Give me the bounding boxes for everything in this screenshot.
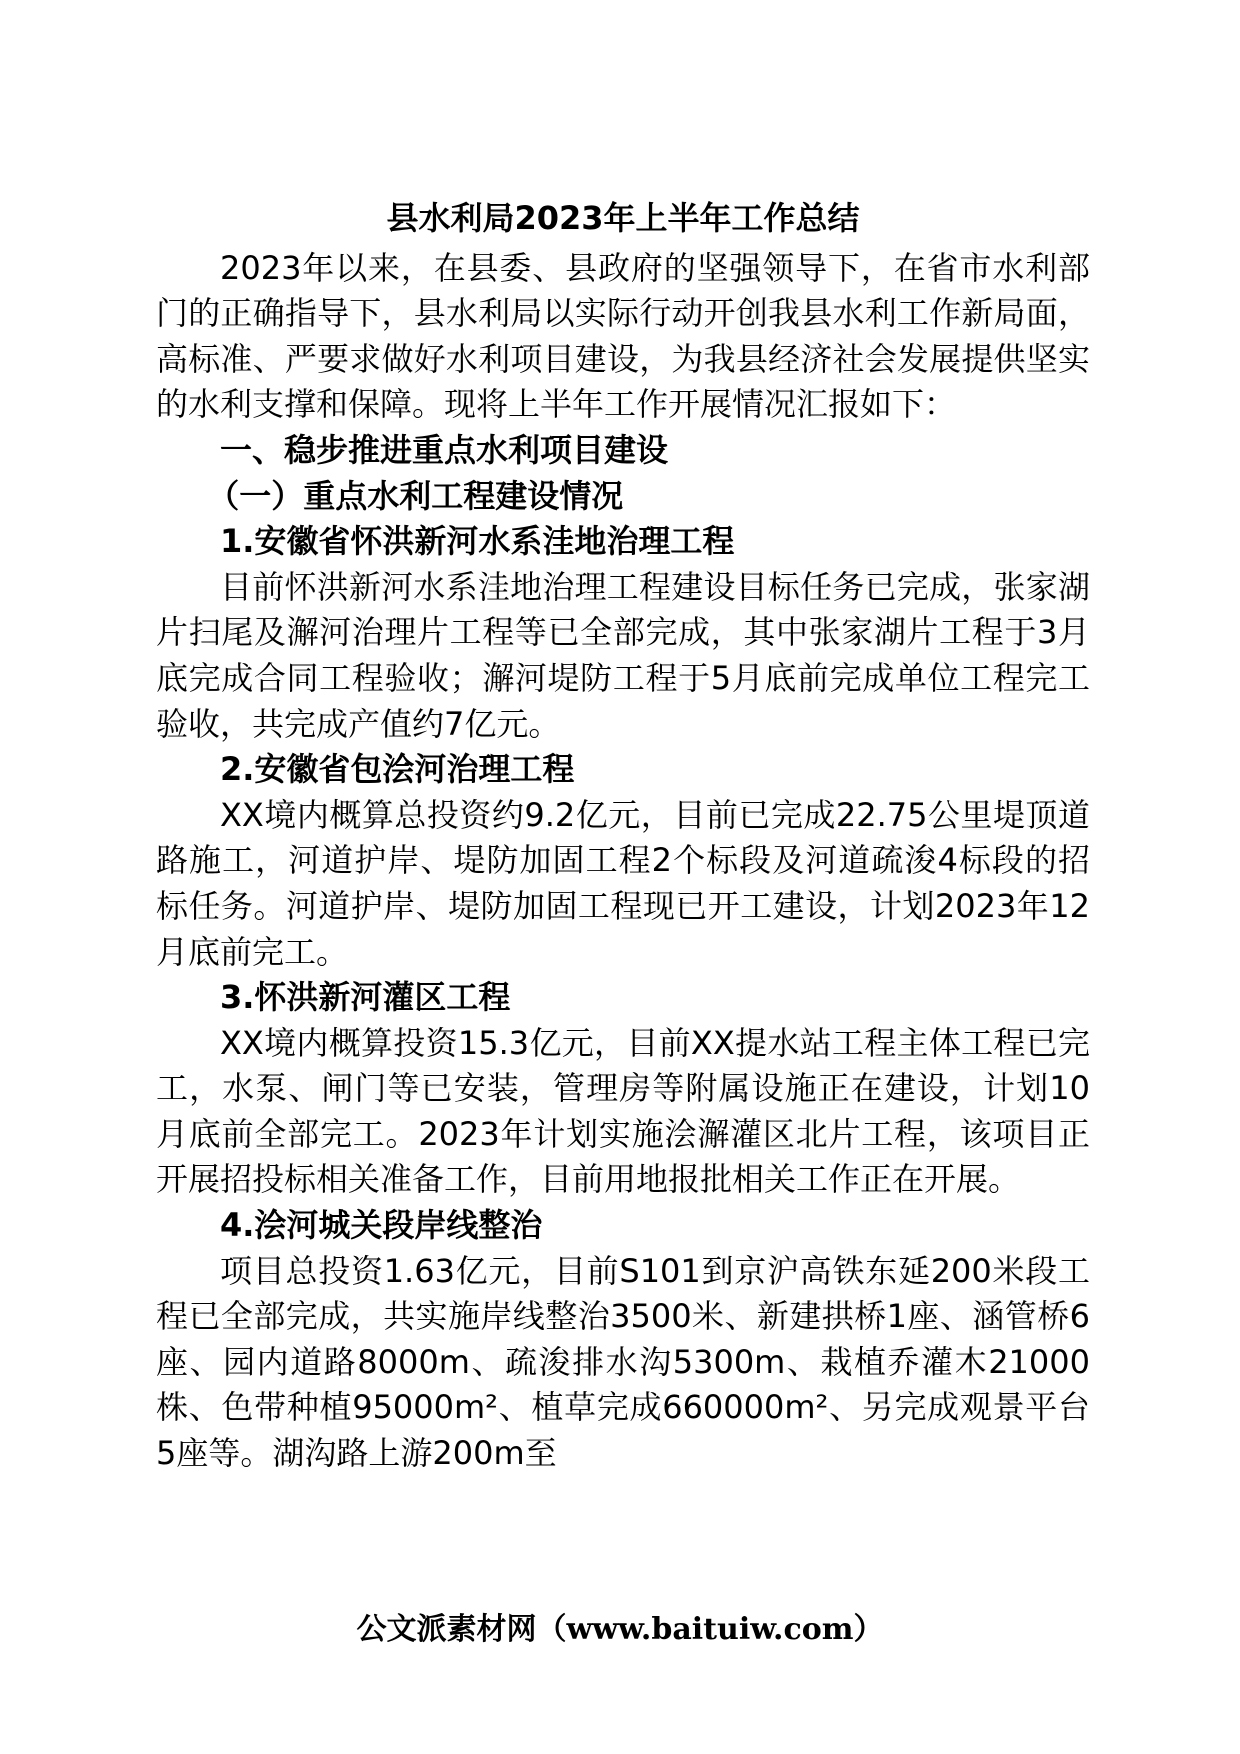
item-paragraph: 项目总投资1.63亿元，目前S101到京沪高铁东延200米段工程已全部完成，共实施岸线整治3500米、新建拱桥1座、涵管桥6座、园内道路8000m、疏浚排水沟5300m、栽植乔灌木21000株、色带种植95000m²、植草完成660000m²、另完成观景平台5座等。湖沟路上游200m至 (156, 1251, 1090, 1473)
intro-paragraph: 2023年以来，在县委、县政府的坚强领导下，在省市水利部门的正确指导下，县水利局以实际行动开创我县水利工作新局面，高标准、严要求做好水利项目建设，为我县经济社会发展提供坚实的水利支撑和保障。现将上半年工作开展情况汇报如下： (156, 248, 1090, 424)
item-paragraph: 目前怀洪新河水系洼地治理工程建设目标任务已完成，张家湖片扫尾及澥河治理片工程等已全部完成，其中张家湖片工程于3月底完成合同工程验收；澥河堤防工程于5月底前完成单位工程完工验收，共完成产值约7亿元。 (156, 567, 1090, 743)
subsection-heading: （一）重点水利工程建设情况 (207, 476, 624, 515)
item-heading: 4.浍河城关段岸线整治 (220, 1206, 543, 1245)
item-paragraph: XX境内概算总投资约9.2亿元，目前已完成22.75公里堤顶道路施工，河道护岸、堤防加固工程2个标段及河道疏浚4标段的招标任务。河道护岸、堤防加固工程现已开工建设，计划2023年12月底前完工。 (156, 795, 1090, 971)
item-paragraph: XX境内概算投资15.3亿元，目前XX提水站工程主体工程已完工，水泵、闸门等已安装，管理房等附属设施正在建设，计划10月底前全部完工。2023年计划实施浍澥灌区北片工程，该项目正开展招投标相关准备工作，目前用地报批相关工作正在开展。 (156, 1023, 1090, 1199)
item-heading: 3.怀洪新河灌区工程 (220, 978, 511, 1017)
section-heading: 一、稳步推进重点水利项目建设 (220, 430, 669, 469)
document-body (156, 196, 1090, 1477)
document-title: 县水利局2023年上半年工作总结 (386, 199, 860, 237)
item-heading: 1.安徽省怀洪新河水系洼地治理工程 (220, 522, 735, 561)
source-footer: 公文派素材网（www.baituiw.com） (356, 1612, 884, 1647)
item-heading: 2.安徽省包浍河治理工程 (220, 750, 575, 789)
